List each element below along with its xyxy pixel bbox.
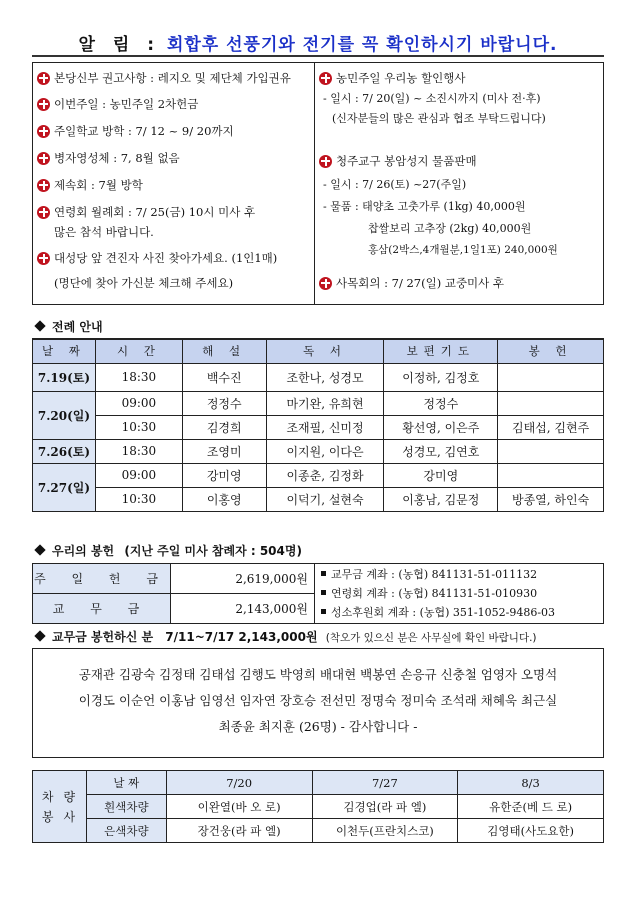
- diamond-bullet-icon: [34, 630, 45, 641]
- donors-heading-detail: 7/11~7/17 2,143,000원: [165, 630, 318, 644]
- table-row: [33, 391, 604, 415]
- notice-item: 사목회의 : 7/ 27(일) 교중미사 후: [319, 275, 504, 291]
- notice-column-right: [315, 63, 603, 304]
- donor-names-box: [32, 648, 604, 758]
- red-cross-icon: [37, 72, 50, 85]
- donor-line: 이경도 이순언 이홍남 임영선 임자연 장호승 전선민 정명숙 정미숙 조석래 채혜욱 최근실: [78, 693, 558, 708]
- donor-line: 최종윤 최지훈 (26명) - 감사합니다 -: [218, 719, 418, 734]
- column-header: 해 설: [182, 339, 266, 363]
- offering-label: 주 일 헌 금: [33, 564, 171, 594]
- commentary-cell: 조영미: [182, 439, 266, 463]
- notice-column-left: [33, 63, 315, 304]
- notice-item: 본당신부 권고사항 : 레지오 및 제단체 가입권유: [37, 70, 291, 86]
- readings-cell: 조한나, 성경모: [266, 363, 384, 391]
- donors-heading-note: (착오가 있으신 분은 사무실에 확인 바랍니다.): [325, 632, 537, 644]
- commentary-cell: 김경희: [182, 415, 266, 439]
- notice-item: 농민주일 우리농 할인행사: [319, 70, 466, 86]
- prayers-cell: 강미영: [384, 463, 498, 487]
- title-divider: [32, 55, 604, 57]
- readings-cell: 이덕기, 설현숙: [266, 487, 384, 511]
- table-header-row: [33, 339, 604, 363]
- driver-cell: 이완열(바 오 로): [166, 795, 312, 819]
- title-text: 회합후 선풍기와 전기를 꼭 확인하시기 바랍니다.: [166, 35, 558, 55]
- date-column-header: 7/20: [166, 771, 312, 795]
- prayers-cell: 정정수: [384, 391, 498, 415]
- commentary-cell: 이홍영: [182, 487, 266, 511]
- donor-line: 공재관 김광숙 김정태 김태섭 김행도 박영희 배대현 백봉연 손응규 신충철 엄영자 오명석: [78, 667, 558, 682]
- offering-table: [32, 563, 604, 624]
- driver-cell: 유한준(베 드 로): [458, 795, 604, 819]
- liturgy-heading: 전례 안내: [32, 318, 103, 335]
- offering-heading: 우리의 봉헌 (지난 주일 미사 참례자 : 504명): [32, 542, 302, 559]
- readings-cell: 마기완, 유희현: [266, 391, 384, 415]
- time-cell: 10:30: [95, 415, 182, 439]
- time-cell: 09:00: [95, 463, 182, 487]
- table-row: [33, 819, 604, 843]
- notice-item-detail: 홍삼(2박스,4개월분,1일1포) 240,000원: [368, 244, 558, 256]
- red-cross-icon: [37, 125, 50, 138]
- table-row: [33, 564, 604, 594]
- diamond-bullet-icon: [34, 320, 45, 331]
- date-cell: 7.19(토): [33, 363, 96, 391]
- offering-cell: [498, 363, 604, 391]
- offering-cell: [498, 439, 604, 463]
- time-cell: 09:00: [95, 391, 182, 415]
- table-header-row: [33, 771, 604, 795]
- notice-item-detail: - 일시 : 7/ 26(토) ~27(주일): [323, 178, 467, 191]
- vehicle-service-table: [32, 770, 604, 843]
- red-cross-icon: [37, 252, 50, 265]
- date-column-header: 7/27: [312, 771, 458, 795]
- red-cross-icon: [37, 98, 50, 111]
- driver-cell: 김영태(사도요한): [458, 819, 604, 843]
- title-label: 알 림 :: [78, 35, 161, 55]
- account-line: 연령회 계좌 : (농협) 841131-51-010930: [321, 584, 603, 603]
- notice-item: 청주교구 봉암성지 물품판매: [319, 153, 477, 169]
- commentary-cell: 정정수: [182, 391, 266, 415]
- table-row: [33, 795, 604, 819]
- donors-heading: 교무금 봉헌하신 분 7/11~7/17 2,143,000원 (착오가 있으신 분은 사무실에 확인 바랍니다.): [32, 628, 537, 645]
- offering-amount: 2,619,000원: [171, 564, 315, 594]
- driver-cell: 이천두(프란치스코): [312, 819, 458, 843]
- vehicle-service-label: 차량봉사: [33, 771, 87, 843]
- column-header: 날 짜: [33, 339, 96, 363]
- table-row: [33, 487, 604, 511]
- red-cross-icon: [37, 206, 50, 219]
- date-cell: 7.26(토): [33, 439, 96, 463]
- diamond-bullet-icon: [34, 544, 45, 555]
- date-cell: 7.27(일): [33, 463, 96, 511]
- offering-label: 교 무 금: [33, 594, 171, 624]
- notice-item: 제속회 : 7월 방학: [37, 177, 143, 193]
- column-header: 시 간: [95, 339, 182, 363]
- prayers-cell: 황선영, 이은주: [384, 415, 498, 439]
- offering-cell: 김태섭, 김현주: [498, 415, 604, 439]
- time-cell: 18:30: [95, 439, 182, 463]
- prayers-cell: 성경모, 김연호: [384, 439, 498, 463]
- driver-cell: 김경업(라 파 엘): [312, 795, 458, 819]
- table-row: [33, 415, 604, 439]
- notice-item-detail: - 일시 : 7/ 20(일) ~ 소진시까지 (미사 전·후): [323, 92, 541, 105]
- offering-cell: [498, 391, 604, 415]
- red-cross-icon: [37, 152, 50, 165]
- table-row: [33, 363, 604, 391]
- vehicle-name: 흰색차량: [86, 795, 166, 819]
- prayers-cell: 이홍남, 김문정: [384, 487, 498, 511]
- notice-item: 병자영성체 : 7, 8월 없음: [37, 150, 180, 166]
- column-header: 독 서: [266, 339, 384, 363]
- red-cross-icon: [319, 277, 332, 290]
- readings-cell: 조재필, 신미정: [266, 415, 384, 439]
- square-bullet-icon: [321, 590, 326, 595]
- offering-cell: 방종열, 하인숙: [498, 487, 604, 511]
- column-header: 봉 헌: [498, 339, 604, 363]
- driver-cell: 장건웅(라 파 엘): [166, 819, 312, 843]
- table-row: [33, 463, 604, 487]
- notice-item: 연령회 월례회 : 7/ 25(금) 10시 미사 후: [37, 204, 255, 220]
- red-cross-icon: [37, 179, 50, 192]
- readings-cell: 이종춘, 김정화: [266, 463, 384, 487]
- table-row: [33, 439, 604, 463]
- date-header: 날 짜: [86, 771, 166, 795]
- offering-cell: [498, 463, 604, 487]
- notice-item: 주일학교 방학 : 7/ 12 ~ 9/ 20까지: [37, 123, 234, 139]
- notice-box: [32, 62, 604, 305]
- vehicle-name: 은색차량: [86, 819, 166, 843]
- account-line: 성소후원회 계좌 : (농협) 351-1052-9486-03: [321, 603, 603, 622]
- red-cross-icon: [319, 72, 332, 85]
- red-cross-icon: [319, 155, 332, 168]
- notice-item-detail: 찹쌀보리 고추장 (2kg) 40,000원: [368, 222, 532, 235]
- commentary-cell: 강미영: [182, 463, 266, 487]
- notice-item: 이번주일 : 농민주일 2차헌금: [37, 96, 198, 112]
- time-cell: 10:30: [95, 487, 182, 511]
- readings-cell: 이지원, 이다은: [266, 439, 384, 463]
- notice-item-continuation: (명단에 찾아 가신분 체크해 주세요): [54, 276, 234, 290]
- square-bullet-icon: [321, 571, 326, 576]
- commentary-cell: 백수진: [182, 363, 266, 391]
- notice-item: 대성당 앞 견진자 사진 찾아가세요. (1인1매): [37, 250, 277, 266]
- date-column-header: 8/3: [458, 771, 604, 795]
- column-header: 보편기도: [384, 339, 498, 363]
- offering-amount: 2,143,000원: [171, 594, 315, 624]
- notice-item-detail: (신자분들의 많은 관심과 협조 부탁드립니다): [332, 112, 546, 125]
- date-cell: 7.20(일): [33, 391, 96, 439]
- liturgy-table: [32, 338, 604, 512]
- square-bullet-icon: [321, 609, 326, 614]
- notice-item-continuation: 많은 참석 바랍니다.: [54, 225, 154, 239]
- time-cell: 18:30: [95, 363, 182, 391]
- page-title: [0, 30, 636, 55]
- offering-heading-note: (지난 주일 미사 참례자 : 504명): [124, 544, 302, 558]
- prayers-cell: 이정하, 김정호: [384, 363, 498, 391]
- account-line: 교무금 계좌 : (농협) 841131-51-011132: [321, 565, 603, 584]
- account-list: [315, 564, 604, 624]
- notice-item-detail: - 물품 : 태양초 고춧가루 (1kg) 40,000원: [323, 200, 526, 213]
